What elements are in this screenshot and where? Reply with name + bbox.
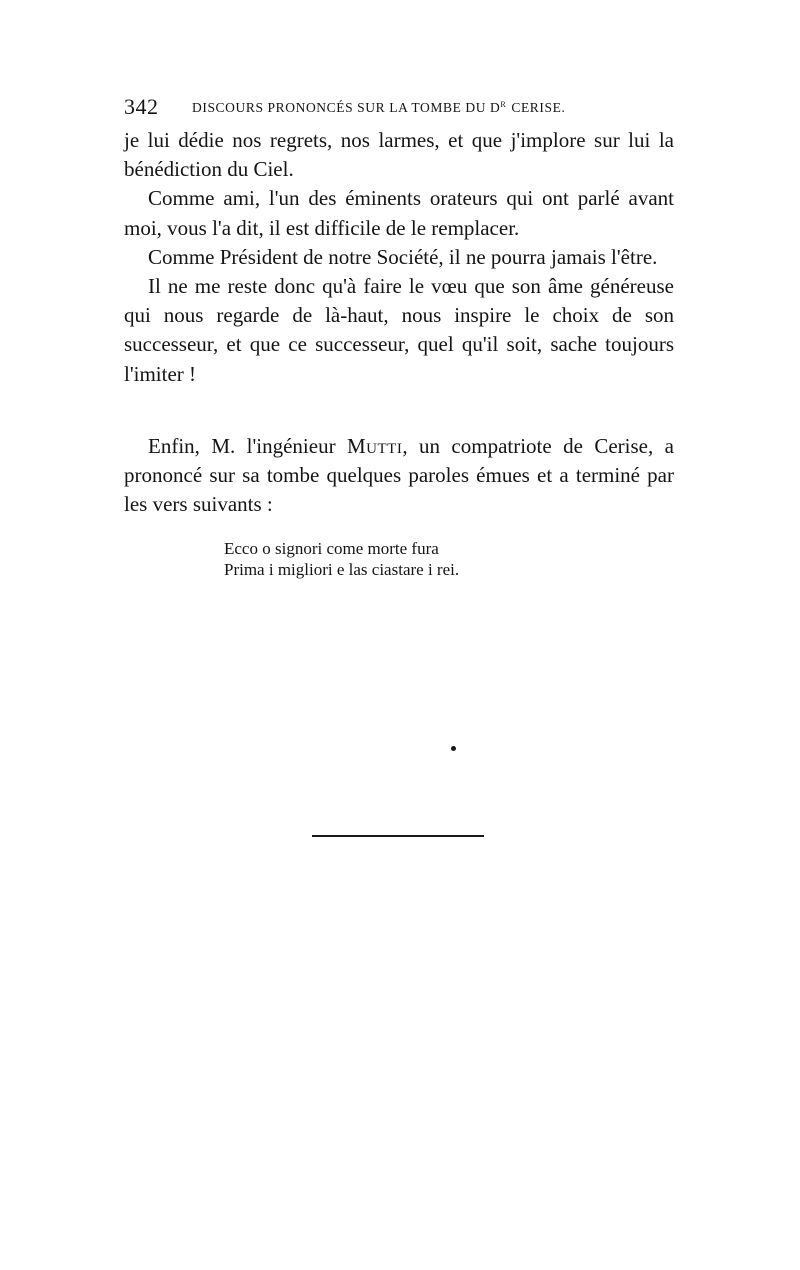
paragraph-president: Comme Président de notre Société, il ne pourra jamais l'être.: [148, 244, 658, 269]
ink-dot: [451, 746, 456, 751]
page-number: 342: [124, 94, 159, 119]
paragraph-mutti: [124, 432, 674, 520]
main-text: [124, 126, 674, 389]
verse-line-1: Ecco o signori come morte fura: [224, 539, 439, 558]
paragraph-wish: Il ne me reste donc qu'à faire le vœu que son âme généreuse qui nous regarde de là-haut, nous inspire le choix de son successeur, et que ce successeur, quel qu'il soit, sache toujours l'imiter !: [124, 274, 674, 386]
verse-quote: [224, 538, 459, 580]
paragraph-mutti-end: , un compatriote de Cerise, a prononcé sur sa tombe quelques paroles émues et a terminé par les vers suivants :: [124, 434, 674, 517]
running-title: [192, 100, 565, 116]
running-header: [124, 94, 680, 124]
end-rule: [312, 835, 484, 837]
running-title-end: CERISE.: [511, 100, 566, 115]
closing-text: [124, 432, 674, 520]
running-title-main: DISCOURS PRONONCÉS SUR LA TOMBE DU D: [192, 100, 501, 115]
paragraph-mutti-start: Enfin, M. l'ingénieur: [148, 434, 347, 458]
verse-line-2: Prima i migliori e las ciastare i rei.: [224, 560, 460, 579]
paragraph-friend: Comme ami, l'un des éminents orateurs qui ont parlé avant moi, vous l'a dit, il est difficile de le remplacer.: [124, 186, 674, 240]
running-title-superscript: R: [500, 100, 507, 109]
paragraph-continuation: je lui dédie nos regrets, nos larmes, et que j'implore sur lui la bénédiction du Ciel.: [124, 128, 674, 182]
speaker-name: Mutti: [347, 434, 403, 458]
